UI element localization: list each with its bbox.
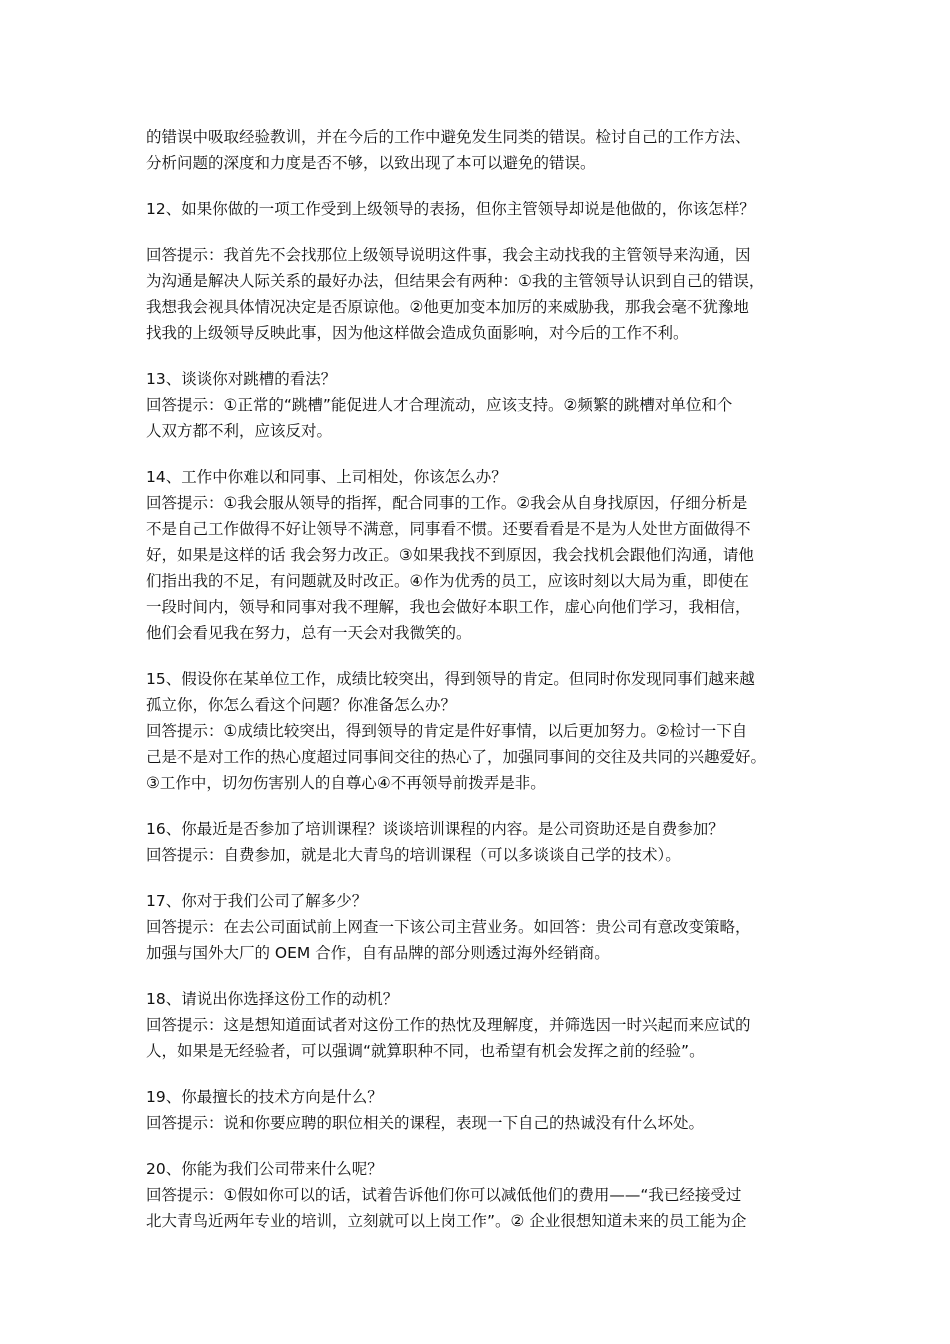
answer-line: 回答提示：①我会服从领导的指挥，配合同事的工作。②我会从自身找原因，仔细分析是 <box>146 494 748 512</box>
question-line: 17、你对于我们公司了解多少？ <box>146 892 368 910</box>
answer-line: 回答提示：这是想知道面试者对这份工作的热忱及理解度，并筛选因一时兴起而来应试的 <box>146 1016 751 1034</box>
paragraph-continuation <box>146 124 818 176</box>
question-line: 15、假设你在某单位工作，成绩比较突出，得到领导的肯定。但同时你发现同事们越来越 <box>146 670 755 688</box>
answer-line: 好，如果是这样的话 我会努力改正。③如果我找不到原因，我会找机会跟他们沟通，请他 <box>146 546 754 564</box>
question-line: 孤立你，你怎么看这个问题？你准备怎么办？ <box>146 696 457 714</box>
answer-line: 回答提示：在去公司面试前上网查一下该公司主营业务。如回答：贵公司有意改变策略， <box>146 918 751 936</box>
answer-line: 北大青鸟近两年专业的培训，立刻就可以上岗工作”。② 企业很想知道未来的员工能为企 <box>146 1212 747 1230</box>
answer-line: 回答提示：①正常的“跳槽”能促进人才合理流动，应该支持。②频繁的跳槽对单位和个 <box>146 396 733 414</box>
answer-line: 己是不是对工作的热心度超过同事间交往的热心了，加强同事间的交往及共同的兴趣爱好。 <box>146 748 767 766</box>
text-line: 的错误中吸取经验教训，并在今后的工作中避免发生同类的错误。检讨自己的工作方法、 <box>146 128 751 146</box>
question-line: 18、请说出你选择这份工作的动机？ <box>146 990 399 1008</box>
answer-line: 一段时间内，领导和同事对我不理解，我也会做好本职工作，虚心向他们学习，我相信， <box>146 598 751 616</box>
question-line: 19、你最擅长的技术方向是什么？ <box>146 1088 383 1106</box>
answer-12 <box>146 242 818 346</box>
answer-line: 不是自己工作做得不好让领导不满意，同事看不惯。还要看看是不是为人处世方面做得不 <box>146 520 751 538</box>
question-20 <box>146 1156 818 1234</box>
question-13 <box>146 366 818 444</box>
answer-line: 回答提示：我首先不会找那位上级领导说明这件事，我会主动找我的主管领导来沟通，因 <box>146 246 751 264</box>
question-line: 14、工作中你难以和同事、上司相处，你该怎么办？ <box>146 468 507 486</box>
answer-line: 加强与国外大厂的 OEM 合作，自有品牌的部分则透过海外经销商。 <box>146 944 610 962</box>
document-page <box>146 124 818 1254</box>
answer-line: 他们会看见我在努力，总有一天会对我微笑的。 <box>146 624 472 642</box>
question-18 <box>146 986 818 1064</box>
question-line: 16、你最近是否参加了培训课程？谈谈培训课程的内容。是公司资助还是自费参加？ <box>146 820 724 838</box>
answer-line: 人双方都不利，应该反对。 <box>146 422 333 440</box>
question-15 <box>146 666 818 796</box>
answer-line: 们指出我的不足，有问题就及时改正。④作为优秀的员工，应该时刻以大局为重，即使在 <box>146 572 749 590</box>
answer-line: ③工作中，切勿伤害别人的自尊心④不再领导前拨弄是非。 <box>146 774 546 792</box>
text-line: 分析问题的深度和力度是否不够，以致出现了本可以避免的错误。 <box>146 154 596 172</box>
question-line: 13、谈谈你对跳槽的看法？ <box>146 370 337 388</box>
answer-line: 人，如果是无经验者，可以强调“就算职种不同，也希望有机会发挥之前的经验”。 <box>146 1042 705 1060</box>
answer-line: 回答提示：自费参加，就是北大青鸟的培训课程（可以多谈谈自己学的技术）。 <box>146 846 681 864</box>
question-line: 12、如果你做的一项工作受到上级领导的表扬，但你主管领导却说是他做的，你该怎样？ <box>146 200 755 218</box>
question-19 <box>146 1084 818 1136</box>
question-line: 20、你能为我们公司带来什么呢？ <box>146 1160 383 1178</box>
answer-line: 回答提示：说和你要应聘的职位相关的课程，表现一下自己的热诚没有什么坏处。 <box>146 1114 705 1132</box>
answer-line: 回答提示：①成绩比较突出，得到领导的肯定是件好事情，以后更加努力。②检讨一下自 <box>146 722 748 740</box>
answer-line: 为沟通是解决人际关系的最好办法，但结果会有两种：①我的主管领导认识到自己的错误， <box>146 272 765 290</box>
question-14 <box>146 464 818 646</box>
question-16 <box>146 816 818 868</box>
question-17 <box>146 888 818 966</box>
answer-line: 回答提示：①假如你可以的话，试着告诉他们你可以减低他们的费用——“我已经接受过 <box>146 1186 742 1204</box>
answer-line: 找我的上级领导反映此事，因为他这样做会造成负面影响，对今后的工作不利。 <box>146 324 689 342</box>
question-12 <box>146 196 818 222</box>
answer-line: 我想我会视具体情况决定是否原谅他。②他更加变本加厉的来威胁我，那我会毫不犹豫地 <box>146 298 749 316</box>
